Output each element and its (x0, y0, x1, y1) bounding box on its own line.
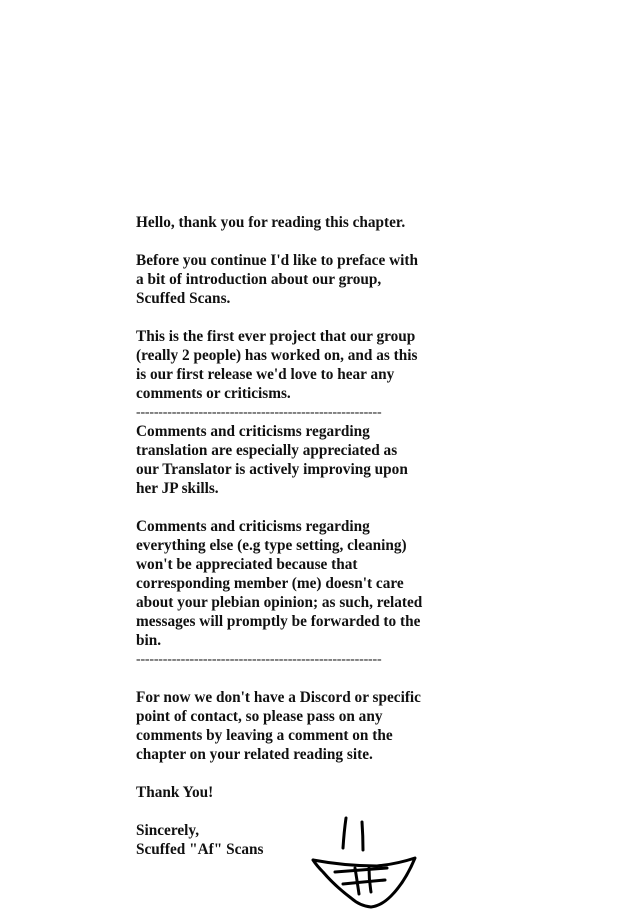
other-note-paragraph: Comments and criticisms regarding everything else (e.g type setting, cleaning) won't be appreciated because that corresponding member (me) doesn't care about your plebian opinion; as such, related messages will promptly be forwarded to the bin. (136, 518, 423, 649)
doodle-eye-right (362, 822, 363, 850)
smiley-doodle-icon (305, 810, 425, 915)
translation-note-paragraph: Comments and criticisms regarding translation are especially appreciated as our Translator is actively improving upon her JP skills. (136, 423, 408, 497)
doodle-eye-left (343, 818, 346, 848)
letter-body (136, 213, 476, 859)
spacer (136, 232, 476, 251)
closing-text: Sincerely, (136, 822, 200, 839)
spacer (136, 308, 476, 327)
greeting-text: Hello, thank you for reading this chapter. (136, 214, 406, 231)
doodle-tooth-line-v2 (369, 868, 371, 892)
spacer (136, 764, 476, 783)
divider-line: ------------------------------------------------------- (136, 652, 382, 667)
spacer (136, 669, 476, 688)
signature-text: Scuffed "Af" Scans (136, 841, 264, 858)
contact-note-paragraph: For now we don't have a Discord or specific point of contact, so please pass on any comments by leaving a comment on the chapter on your related reading site. (136, 689, 421, 763)
spacer (136, 498, 476, 517)
divider-line: ------------------------------------------------------- (136, 405, 382, 420)
intro-paragraph: Before you continue I'd like to preface with a bit of introduction about our group, Scuffed Scans. (136, 252, 418, 307)
doodle-tooth-line-h1 (335, 868, 387, 872)
thanks-text: Thank You! (136, 784, 214, 801)
doodle-tooth-line-h2 (343, 880, 385, 884)
doodle-tooth-line-v1 (355, 868, 359, 894)
first-project-paragraph: This is the first ever project that our group (really 2 people) has worked on, and as this is our first release we'd love to hear any comments or criticisms. (136, 328, 418, 402)
